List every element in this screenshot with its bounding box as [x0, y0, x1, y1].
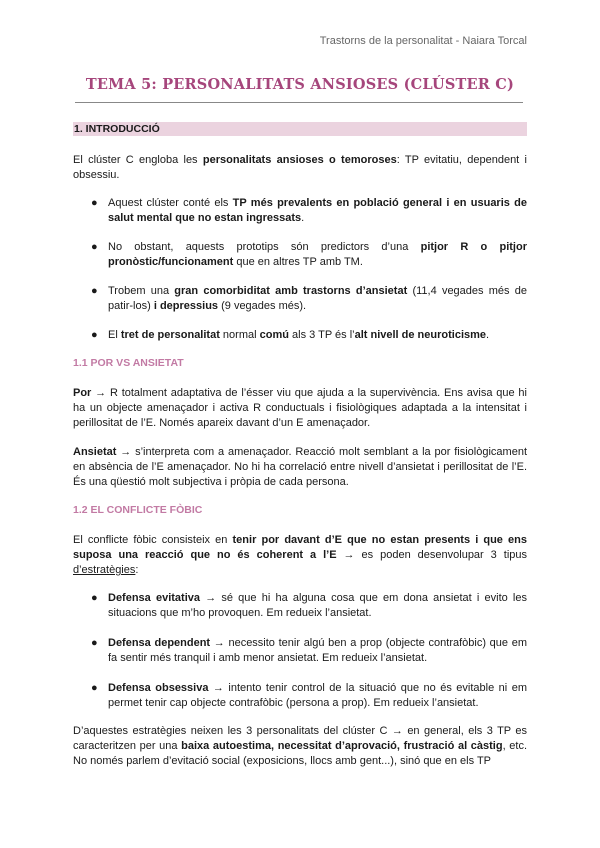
text-run: El [108, 329, 121, 341]
bold-text-run: tret de personalitat [120, 329, 220, 341]
text-run: : [135, 564, 139, 576]
subsection-heading-conflicte-fobic: 1.2 EL CONFLICTE FÒBIC [73, 504, 203, 516]
bullet-icon: ● [91, 592, 98, 604]
text-run: El conflicte fòbic consisteix en [73, 534, 233, 546]
list-item [91, 240, 527, 270]
text-run: d’estratègies [73, 564, 136, 576]
bullet-icon: ● [91, 241, 98, 253]
bullet-icon: ● [91, 329, 98, 341]
text-run: → es poden desenvolupar 3 tipus [336, 549, 528, 561]
title-divider [75, 102, 523, 103]
text-run: → intento tenir control de la situació que no és evitable ni em permet tenir cap objecte contrafòbic (persona a prop). Em redueix l’ansietat. [108, 682, 527, 709]
bold-text-run: gran comorbiditat amb trastorns d’ansietat [174, 285, 408, 297]
list-item [91, 591, 527, 621]
bold-text-run: Defensa obsessiva [108, 682, 209, 694]
bold-text-run: Defensa dependent [108, 637, 211, 649]
section-heading-text: 1. INTRODUCCIÓ [74, 123, 160, 135]
text-run: (9 vegades més). [218, 300, 307, 312]
text-run: Trobem una [108, 285, 175, 297]
paragraph-conflicte [73, 533, 527, 578]
text-run: → necessito tenir algú ben a prop (objecte contrafòbic) que em fa sentir més tranquil i amb menor ansietat. Em redueix l’ansietat. [108, 637, 527, 664]
list-item [91, 681, 527, 711]
bold-text-run: Defensa evitativa [108, 592, 201, 604]
text-run: → R totalment adaptativa de l’ésser viu que ajuda a la supervivència. Ens avisa que hi ha un objecte amenaçador i activa R conductuals i fisiològiques adaptada a la intensitat i perillositat de l’E. Només apareix davant d’un E amenaçador. [73, 387, 527, 429]
list-item [91, 196, 527, 226]
bold-text-run: Ansietat [73, 446, 117, 458]
bullet-icon: ● [91, 285, 98, 297]
bold-text-run: baixa autoestima, necessitat d’aprovació, frustració al càstig [181, 740, 503, 752]
text-run: → s’interpreta com a amenaçador. Reacció molt semblant a la por fisiològicament en absència de l’E amenaçador. No hi ha correlació entre nivell d’ansietat i perillositat de l’E. És una qüestió molt subjectiva i pròpia de cada persona. [73, 446, 527, 488]
section-heading-introduccio [73, 122, 527, 136]
text-run: Aquest clúster conté els [108, 197, 233, 209]
bold-text-run: pitjor R o pitjor pronòstic/funcionament [108, 241, 527, 268]
list-item [91, 636, 527, 666]
bold-text-run: alt nivell de neuroticisme [354, 329, 487, 341]
bold-text-run: Por [73, 387, 92, 399]
text-run: → sé que hi ha alguna cosa que em dona ansietat i evito les situacions que m’ho provoquen. Em redueix l’ansietat. [108, 592, 527, 619]
document-title: TEMA 5: PERSONALITATS ANSIOSES (CLÚSTER C) [85, 76, 515, 93]
text-run: , etc. No només parlem d’evitació social (exposicions, llocs amb gent...), sinó que en els TP [73, 740, 528, 767]
bold-text-run: i depressius [153, 300, 219, 312]
text-run: D’aquestes estratègies neixen les 3 personalitats del clúster C → en general, els 3 TP es caracteritzen per una [73, 725, 527, 752]
text-run: que en altres TP amb TM. [233, 256, 363, 268]
text-run: als 3 TP és l’ [288, 329, 355, 341]
page-header: Trastorns de la personalitat - Naiara Torcal [319, 35, 527, 47]
text-run: El clúster C engloba les [73, 154, 203, 166]
intro-paragraph [73, 153, 527, 183]
bullet-icon: ● [91, 682, 98, 694]
text-run: (11,4 vegades més de patir-los) [108, 285, 527, 312]
text-run: . [301, 212, 305, 224]
bold-text-run: tenir por davant d’E que no estan presents i que ens suposa una reacció que no és coherent a l’E [73, 534, 527, 561]
paragraph-ansietat [73, 445, 527, 490]
bold-text-run: TP més prevalents en població general i en usuaris de salut mental que no estan ingressats [108, 197, 527, 224]
bullet-icon: ● [91, 197, 98, 209]
paragraph-por [73, 386, 527, 431]
list-item [91, 328, 527, 343]
paragraph-closing [73, 724, 527, 769]
list-item [91, 284, 527, 314]
text-run: No obstant, aquests prototips són predictors d’una [108, 241, 421, 253]
bullet-icon: ● [91, 637, 98, 649]
bold-text-run: personalitats ansioses o temoroses [202, 154, 397, 166]
bold-text-run: comú [259, 329, 289, 341]
text-run: : TP evitatiu, dependent i obsessiu. [73, 154, 527, 181]
text-run: normal [219, 329, 260, 341]
subsection-heading-por-vs-ansietat: 1.1 POR VS ANSIETAT [73, 357, 184, 369]
text-run: . [486, 329, 490, 341]
